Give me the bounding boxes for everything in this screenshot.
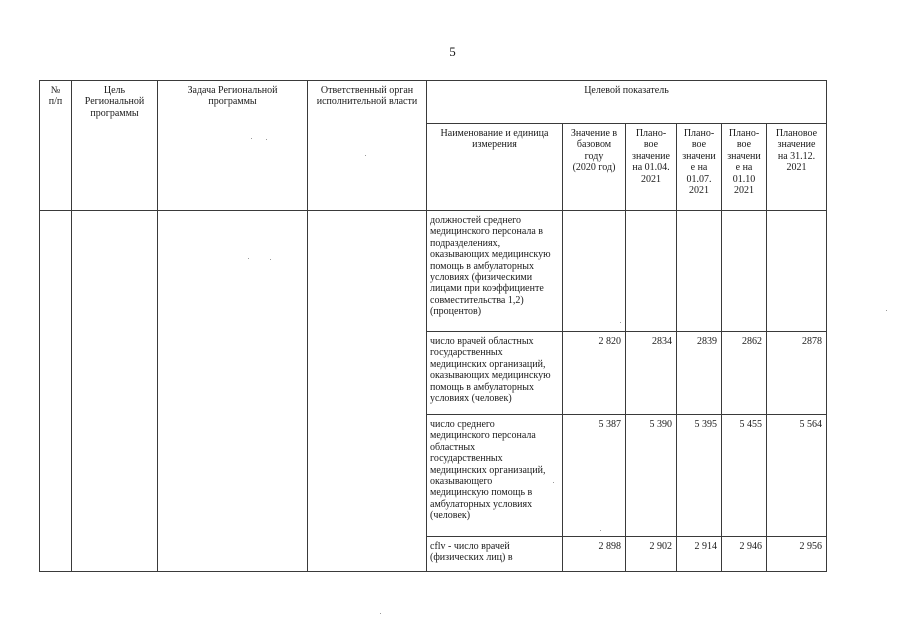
cell-q3-value: 5 455 bbox=[722, 415, 767, 537]
cell-q2-value bbox=[677, 211, 722, 332]
cell-base-value: 2 898 bbox=[563, 537, 626, 572]
scan-speck bbox=[270, 259, 271, 260]
scan-speck bbox=[248, 258, 249, 259]
cell-q2-value: 2 914 bbox=[677, 537, 722, 572]
scan-speck bbox=[266, 139, 267, 140]
table-row bbox=[40, 211, 827, 332]
cell-num bbox=[40, 211, 72, 572]
scan-speck bbox=[365, 155, 366, 156]
header-sub-name: Наименование и единица измерения bbox=[427, 124, 563, 211]
header-sub-base: Значение в базовом году (2020 год) bbox=[563, 124, 626, 211]
cell-indicator-name: cflv - число врачей (физических лиц) в bbox=[427, 537, 563, 572]
header-sub-q4: Плановое значение на 31.12. 2021 bbox=[767, 124, 827, 211]
header-sub-q1: Плано- вое значение на 01.04. 2021 bbox=[626, 124, 677, 211]
cell-q1-value bbox=[626, 211, 677, 332]
header-col-task: Задача Региональной программы bbox=[158, 81, 308, 211]
cell-q4-value: 2878 bbox=[767, 332, 827, 415]
cell-q2-value: 2839 bbox=[677, 332, 722, 415]
scan-speck bbox=[600, 530, 601, 531]
cell-q4-value: 5 564 bbox=[767, 415, 827, 537]
scan-speck bbox=[886, 310, 887, 311]
cell-q1-value: 2834 bbox=[626, 332, 677, 415]
cell-indicator-name: число врачей областных государственных медицинских организаций, оказывающих медицинскую помощь в амбулаторных условиях (человек) bbox=[427, 332, 563, 415]
cell-q3-value: 2 946 bbox=[722, 537, 767, 572]
regional-program-table bbox=[39, 80, 827, 572]
header-col-num: № п/п bbox=[40, 81, 72, 211]
cell-q3-value: 2862 bbox=[722, 332, 767, 415]
cell-org bbox=[308, 211, 427, 572]
header-col-goal: Цель Региональной программы bbox=[72, 81, 158, 211]
cell-goal bbox=[72, 211, 158, 572]
header-sub-q3: Плано- вое значени е на 01.10 2021 bbox=[722, 124, 767, 211]
cell-q1-value: 2 902 bbox=[626, 537, 677, 572]
cell-task bbox=[158, 211, 308, 572]
scan-speck bbox=[251, 138, 252, 139]
page-number: 5 bbox=[449, 44, 456, 59]
cell-base-value bbox=[563, 211, 626, 332]
cell-q3-value bbox=[722, 211, 767, 332]
cell-q4-value bbox=[767, 211, 827, 332]
cell-q1-value: 5 390 bbox=[626, 415, 677, 537]
header-sub-q2: Плано- вое значени е на 01.07. 2021 bbox=[677, 124, 722, 211]
scan-speck bbox=[553, 482, 554, 483]
cell-base-value: 2 820 bbox=[563, 332, 626, 415]
cell-indicator-name: должностей среднего медицинского персонала в подразделениях, оказывающих медицинскую помощь в амбулаторных условиях (физическими лицами при коэффициенте совместительства 1,2) (процентов) bbox=[427, 211, 563, 332]
scan-speck bbox=[380, 613, 381, 614]
cell-base-value: 5 387 bbox=[563, 415, 626, 537]
header-col-target: Целевой показатель bbox=[427, 81, 827, 124]
cell-indicator-name: число среднего медицинского персонала областных государственных медицинских организаций, оказывающего медицинскую помощь в амбулаторных условиях (человек) bbox=[427, 415, 563, 537]
cell-q4-value: 2 956 bbox=[767, 537, 827, 572]
scan-speck bbox=[620, 322, 621, 323]
cell-q2-value: 5 395 bbox=[677, 415, 722, 537]
header-col-org: Ответственный орган исполнительной власти bbox=[308, 81, 427, 211]
